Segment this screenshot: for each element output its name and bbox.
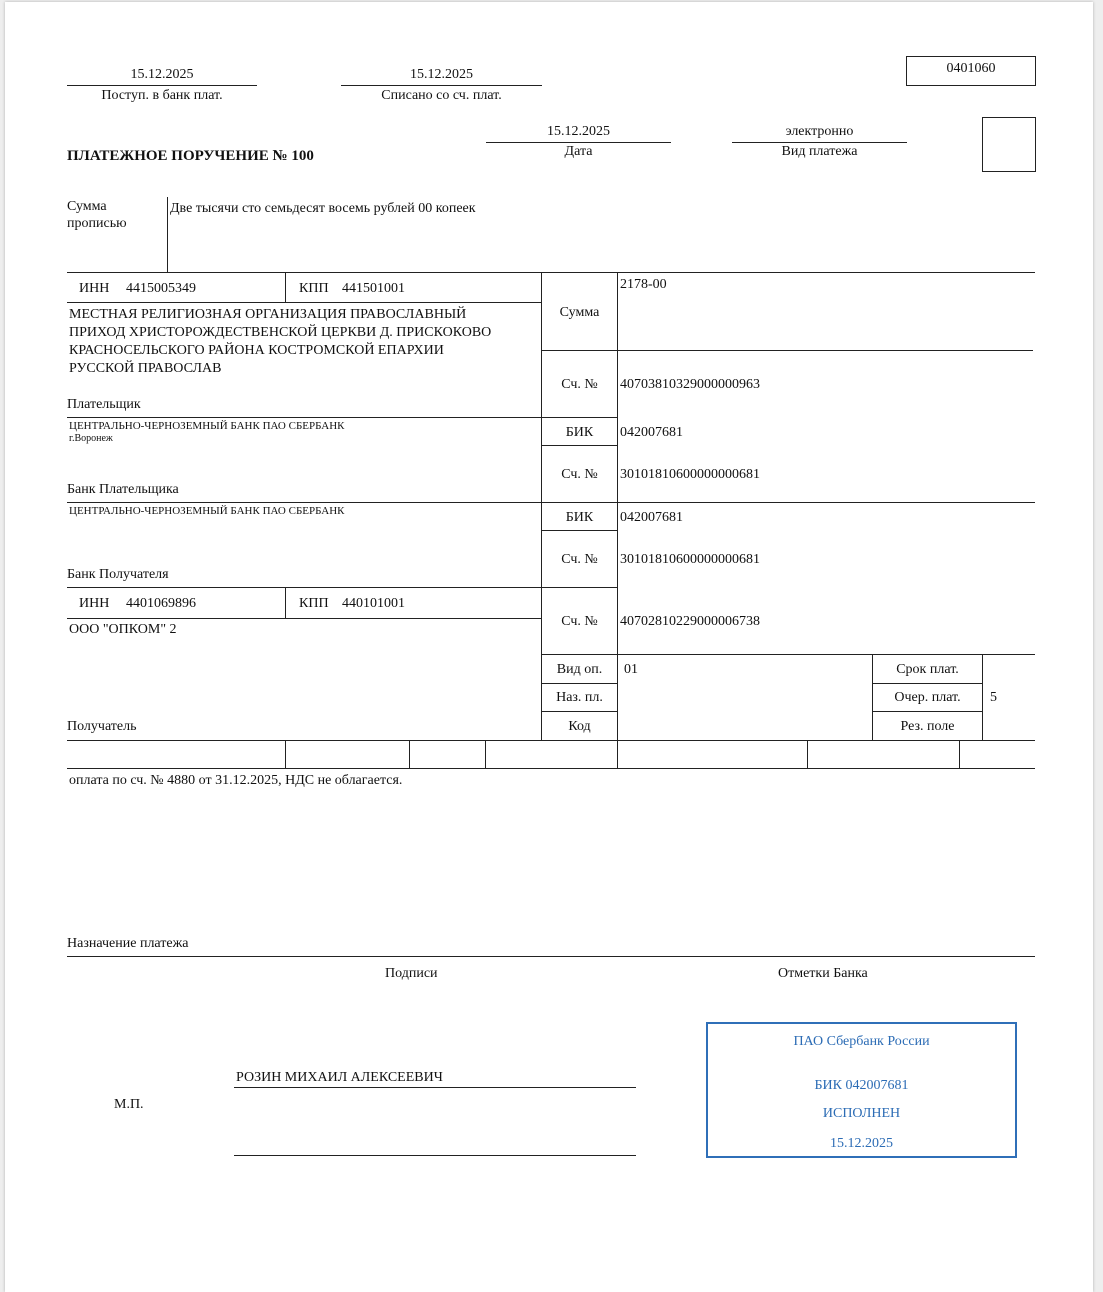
payer-label: Плательщик <box>67 397 141 412</box>
signature-line <box>234 1155 636 1156</box>
divider <box>541 711 618 712</box>
document-title: ПЛАТЕЖНОЕ ПОРУЧЕНИЕ № 100 <box>67 148 314 164</box>
amount-label: Сумма <box>559 305 600 320</box>
payee-bank-account-label: Сч. № <box>561 552 598 567</box>
payee-bank-bik-label: БИК <box>565 510 594 525</box>
divider <box>67 587 618 588</box>
divider <box>67 502 1035 503</box>
payer-bank-bik-label: БИК <box>565 425 594 440</box>
debited-label: Списано со сч. плат. <box>381 88 502 103</box>
payee-inn-label: ИНН <box>79 596 110 611</box>
doc-date: 15.12.2025 <box>547 124 610 139</box>
amount-words-label-1: Сумма <box>67 199 107 214</box>
bank-stamp <box>706 1022 1017 1158</box>
op-type: 01 <box>624 662 638 677</box>
payer-bank-city: г.Воронеж <box>69 433 113 444</box>
divider <box>167 197 168 272</box>
priority-label: Очер. плат. <box>894 690 961 705</box>
payment-type: электронно <box>785 124 854 139</box>
stamp-bank-name: ПАО Сбербанк России <box>793 1034 930 1049</box>
payment-type-label: Вид платежа <box>781 144 858 159</box>
signer-name: РОЗИН МИХАИЛ АЛЕКСЕЕВИЧ <box>236 1070 443 1085</box>
divider <box>67 618 542 619</box>
payee-bank-label: Банк Получателя <box>67 567 169 582</box>
payee-inn: 4401069896 <box>126 596 196 611</box>
divider <box>67 272 1035 273</box>
bank-marks-label: Отметки Банка <box>778 966 868 981</box>
payee-bank-bik: 042007681 <box>620 510 683 525</box>
divider <box>541 683 618 684</box>
divider <box>67 740 1035 741</box>
divider <box>807 740 808 768</box>
reserve-label: Рез. поле <box>900 719 955 734</box>
payer-inn-label: ИНН <box>79 281 110 296</box>
payer-kpp: 441501001 <box>342 281 405 296</box>
payee-bank-account: 30101810600000000681 <box>620 552 760 567</box>
payee-kpp-label: КПП <box>299 596 329 611</box>
divider <box>982 654 983 740</box>
divider <box>285 272 286 302</box>
divider <box>67 417 618 418</box>
signature-line <box>234 1087 636 1088</box>
divider <box>341 85 542 86</box>
payer-bank-account: 30101810600000000681 <box>620 467 760 482</box>
divider <box>285 587 286 618</box>
divider <box>872 711 982 712</box>
stamp-date: 15.12.2025 <box>830 1136 893 1151</box>
amount-words-label-2: прописью <box>67 216 127 231</box>
payer-name-line: ПРИХОД ХРИСТОРОЖДЕСТВЕНСКОЙ ЦЕРКВИ Д. ПРИСКОКОВО <box>69 325 492 340</box>
divider <box>617 272 618 768</box>
payee-label: Получатель <box>67 719 137 734</box>
purpose-code-label: Наз. пл. <box>556 690 603 705</box>
payer-bank-label: Банк Плательщика <box>67 482 179 497</box>
debited-date: 15.12.2025 <box>410 67 473 82</box>
payee-account: 40702810229000006738 <box>620 614 760 629</box>
empty-code-box <box>982 117 1036 172</box>
doc-date-label: Дата <box>564 144 593 159</box>
payer-account: 40703810329000000963 <box>620 377 760 392</box>
priority-value: 5 <box>990 690 997 705</box>
payer-name-line: МЕСТНАЯ РЕЛИГИОЗНАЯ ОРГАНИЗАЦИЯ ПРАВОСЛАВНЫЙ <box>69 307 467 322</box>
payer-kpp-label: КПП <box>299 281 329 296</box>
payer-name-line: КРАСНОСЕЛЬСКОГО РАЙОНА КОСТРОМСКОЙ ЕПАРХИИ <box>69 343 444 358</box>
amount-words-value: Две тысячи сто семьдесят восемь рублей 00 копеек <box>170 201 476 216</box>
stamp-bik: БИК 042007681 <box>814 1078 909 1093</box>
purpose-label: Назначение платежа <box>67 936 189 951</box>
payer-name <box>69 306 491 378</box>
payer-inn: 4415005349 <box>126 281 196 296</box>
code-label: Код <box>568 719 591 734</box>
bank-received-date: 15.12.2025 <box>130 67 194 82</box>
divider <box>732 142 907 143</box>
payer-bank-account-label: Сч. № <box>561 467 598 482</box>
op-type-label: Вид оп. <box>556 662 603 677</box>
purpose-text: оплата по сч. № 4880 от 31.12.2025, НДС не облагается. <box>69 773 403 788</box>
divider <box>541 350 1033 351</box>
payer-name-line: РУССКОЙ ПРАВОСЛАВ <box>69 361 222 376</box>
bank-received-label: Поступ. в банк плат. <box>101 88 223 103</box>
divider <box>67 85 257 86</box>
stamp-status: ИСПОЛНЕН <box>822 1106 901 1121</box>
divider <box>541 445 618 446</box>
divider <box>959 740 960 768</box>
divider <box>409 740 410 768</box>
payee-kpp: 440101001 <box>342 596 405 611</box>
payee-bank-name: ЦЕНТРАЛЬНО-ЧЕРНОЗЕМНЫЙ БАНК ПАО СБЕРБАНК <box>69 505 345 517</box>
divider <box>541 654 1035 655</box>
seal-label: М.П. <box>114 1097 144 1112</box>
payer-bank-name: ЦЕНТРАЛЬНО-ЧЕРНОЗЕМНЫЙ БАНК ПАО СБЕРБАНК <box>69 420 345 432</box>
divider <box>67 768 1035 769</box>
payee-account-label: Сч. № <box>561 614 598 629</box>
form-code-box <box>906 56 1036 86</box>
due-label: Срок плат. <box>896 662 959 677</box>
divider <box>872 683 982 684</box>
divider <box>67 956 1035 957</box>
payer-account-label: Сч. № <box>561 377 598 392</box>
signatures-label: Подписи <box>385 966 438 981</box>
payee-name: ООО "ОПКОМ" 2 <box>69 622 177 637</box>
amount-value: 2178-00 <box>620 277 667 292</box>
form-code: 0401060 <box>946 61 996 76</box>
divider <box>285 740 286 768</box>
divider <box>541 530 618 531</box>
divider <box>485 740 486 768</box>
divider <box>486 142 671 143</box>
divider <box>67 302 542 303</box>
payer-bank-bik: 042007681 <box>620 425 683 440</box>
